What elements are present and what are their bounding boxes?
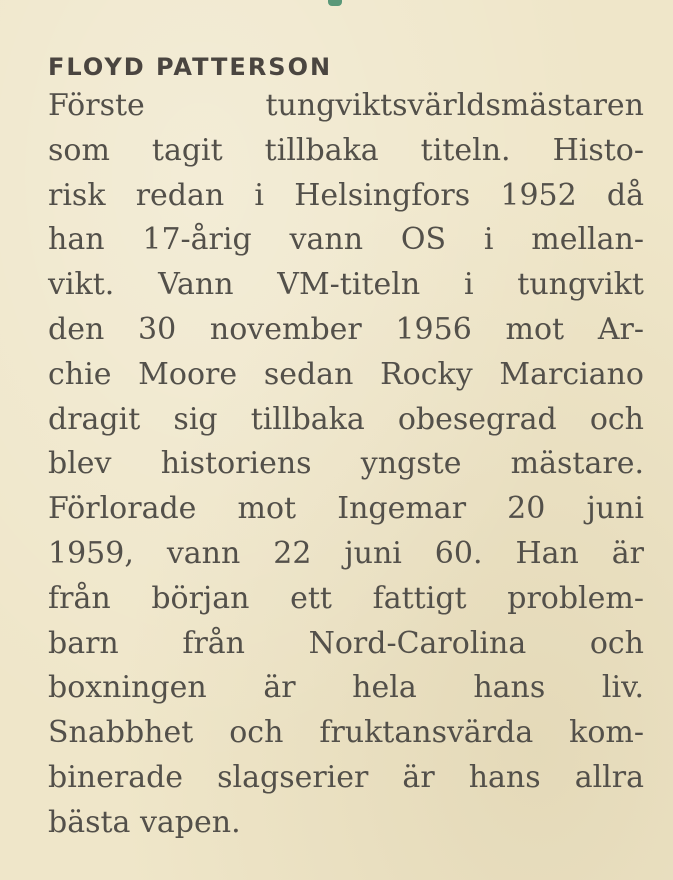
body-line: Förste tungviktsvärldsmästaren bbox=[48, 88, 644, 123]
body-line: binerade slagserier är hans allra bbox=[48, 759, 644, 795]
body-line: Förlorade mot Ingemar 20 juni bbox=[48, 491, 644, 527]
body-line: Snabbhet och fruktansvärda kom- bbox=[48, 715, 644, 751]
body-line: han 17-årig vann OS i mellan- bbox=[48, 222, 644, 258]
body-line: den 30 november 1956 mot Ar- bbox=[48, 311, 644, 347]
article-heading: FLOYD PATTERSON bbox=[48, 53, 333, 81]
body-line: från början ett fattigt problem- bbox=[48, 580, 644, 616]
body-line: som tagit tillbaka titeln. Histo- bbox=[48, 132, 644, 168]
body-line: vikt. Vann VM-titeln i tungvikt bbox=[48, 267, 644, 303]
body-line: chie Moore sedan Rocky Marciano bbox=[48, 356, 644, 392]
body-line: risk redan i Helsingfors 1952 då bbox=[48, 177, 644, 213]
body-line-last: bästa vapen. bbox=[48, 804, 241, 840]
body-line: barn från Nord-Carolina och bbox=[48, 625, 644, 661]
body-line: boxningen är hela hans liv. bbox=[48, 670, 644, 706]
article bbox=[48, 52, 644, 846]
top-color-mark bbox=[328, 0, 342, 6]
body-line: 1959, vann 22 juni 60. Han är bbox=[48, 535, 644, 571]
body-line: blev historiens yngste mästare. bbox=[48, 446, 644, 482]
article-body bbox=[48, 84, 644, 846]
body-line: dragit sig tillbaka obesegrad och bbox=[48, 401, 644, 437]
